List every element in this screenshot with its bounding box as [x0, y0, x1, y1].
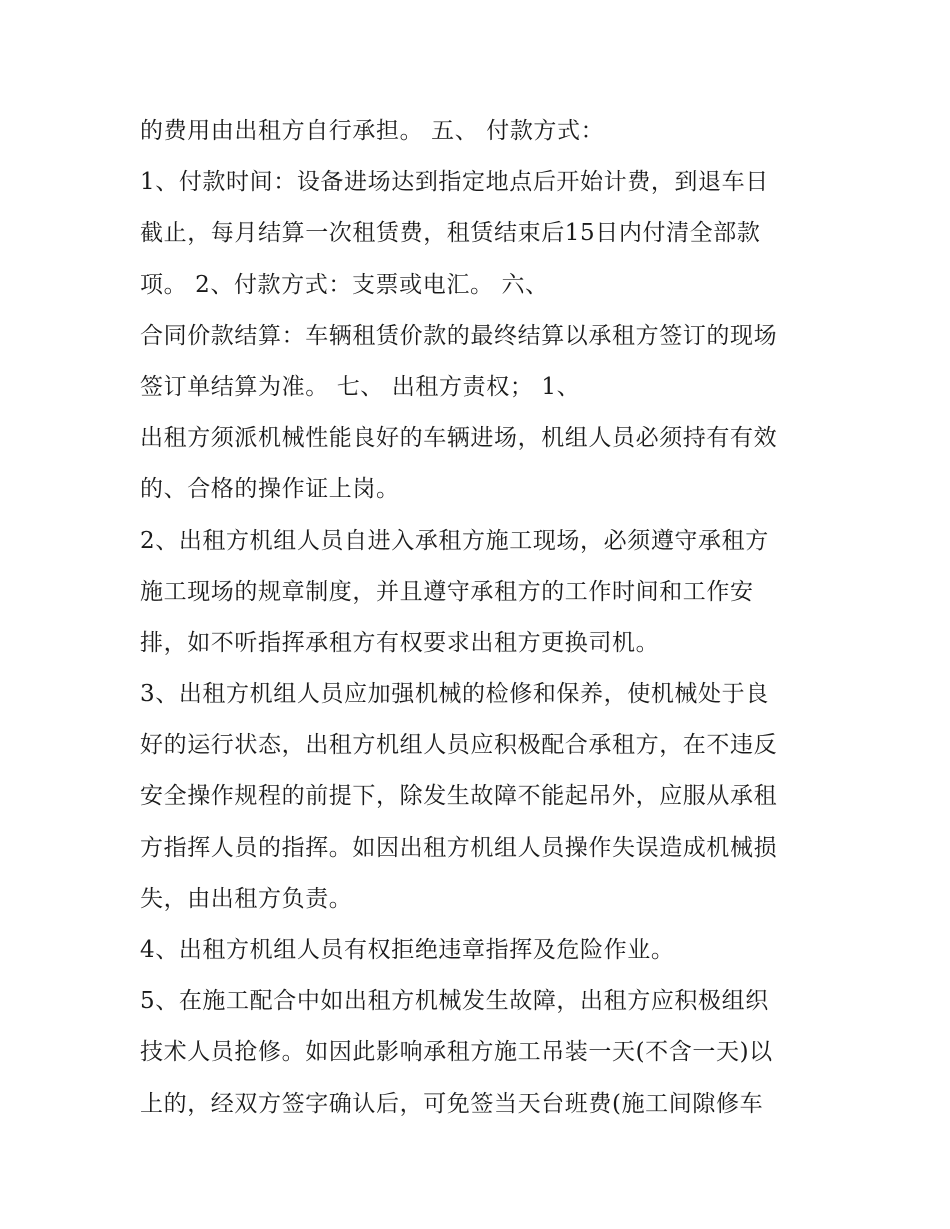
text-line: 安全操作规程的前提下，除发生故障不能起吊外，应服从承租 [140, 783, 778, 810]
text-line: 方指挥人员的指挥。如因出租方机组人员操作失误造成机械损 [140, 834, 778, 861]
text-line: 好的运行状态，出租方机组人员应积极配合承租方，在不违反 [140, 732, 778, 759]
text-line: 1、付款时间：设备进场达到指定地点后开始计费，到退车日 [140, 169, 769, 196]
text-line: 3、出租方机组人员应加强机械的检修和保养，使机械处于良 [140, 681, 769, 708]
document-body [140, 106, 820, 1130]
text-line: 技术人员抢修。如因此影响承租方施工吊装一天(不含一天)以 [140, 1039, 773, 1066]
text-line: 施工现场的规章制度，并且遵守承租方的工作时间和工作安 [140, 578, 754, 605]
text-line: 签订单结算为准。 七、 出租方责权； 1、 [140, 373, 581, 400]
text-line: 上的，经双方签字确认后，可免签当天台班费(施工间隙修车 [140, 1090, 764, 1117]
text-line: 截止，每月结算一次租赁费，租赁结束后15日内付清全部款 [140, 220, 761, 247]
text-line: 5、在施工配合中如出租方机械发生故障，出租方应积极组织 [140, 988, 769, 1015]
text-line: 出租方须派机械性能良好的车辆进场，机组人员必须持有有效 [140, 425, 778, 452]
text-line: 2、出租方机组人员自进入承租方施工现场，必须遵守承租方 [140, 527, 769, 554]
text-line: 失，由出租方负责。 [140, 885, 353, 912]
text-line: 4、出租方机组人员有权拒绝违章指挥及危险作业。 [140, 937, 675, 963]
text-line: 的费用由出租方自行承担。 五、 付款方式： [140, 118, 605, 144]
text-line: 排，如不听指挥承租方有权要求出租方更换司机。 [140, 629, 660, 656]
text-line: 的、合格的操作证上岗。 [140, 476, 400, 503]
text-line: 合同价款结算：车辆租赁价款的最终结算以承租方签订的现场 [140, 322, 778, 349]
text-line: 项。 2、付款方式：支票或电汇。 六、 [140, 271, 549, 298]
